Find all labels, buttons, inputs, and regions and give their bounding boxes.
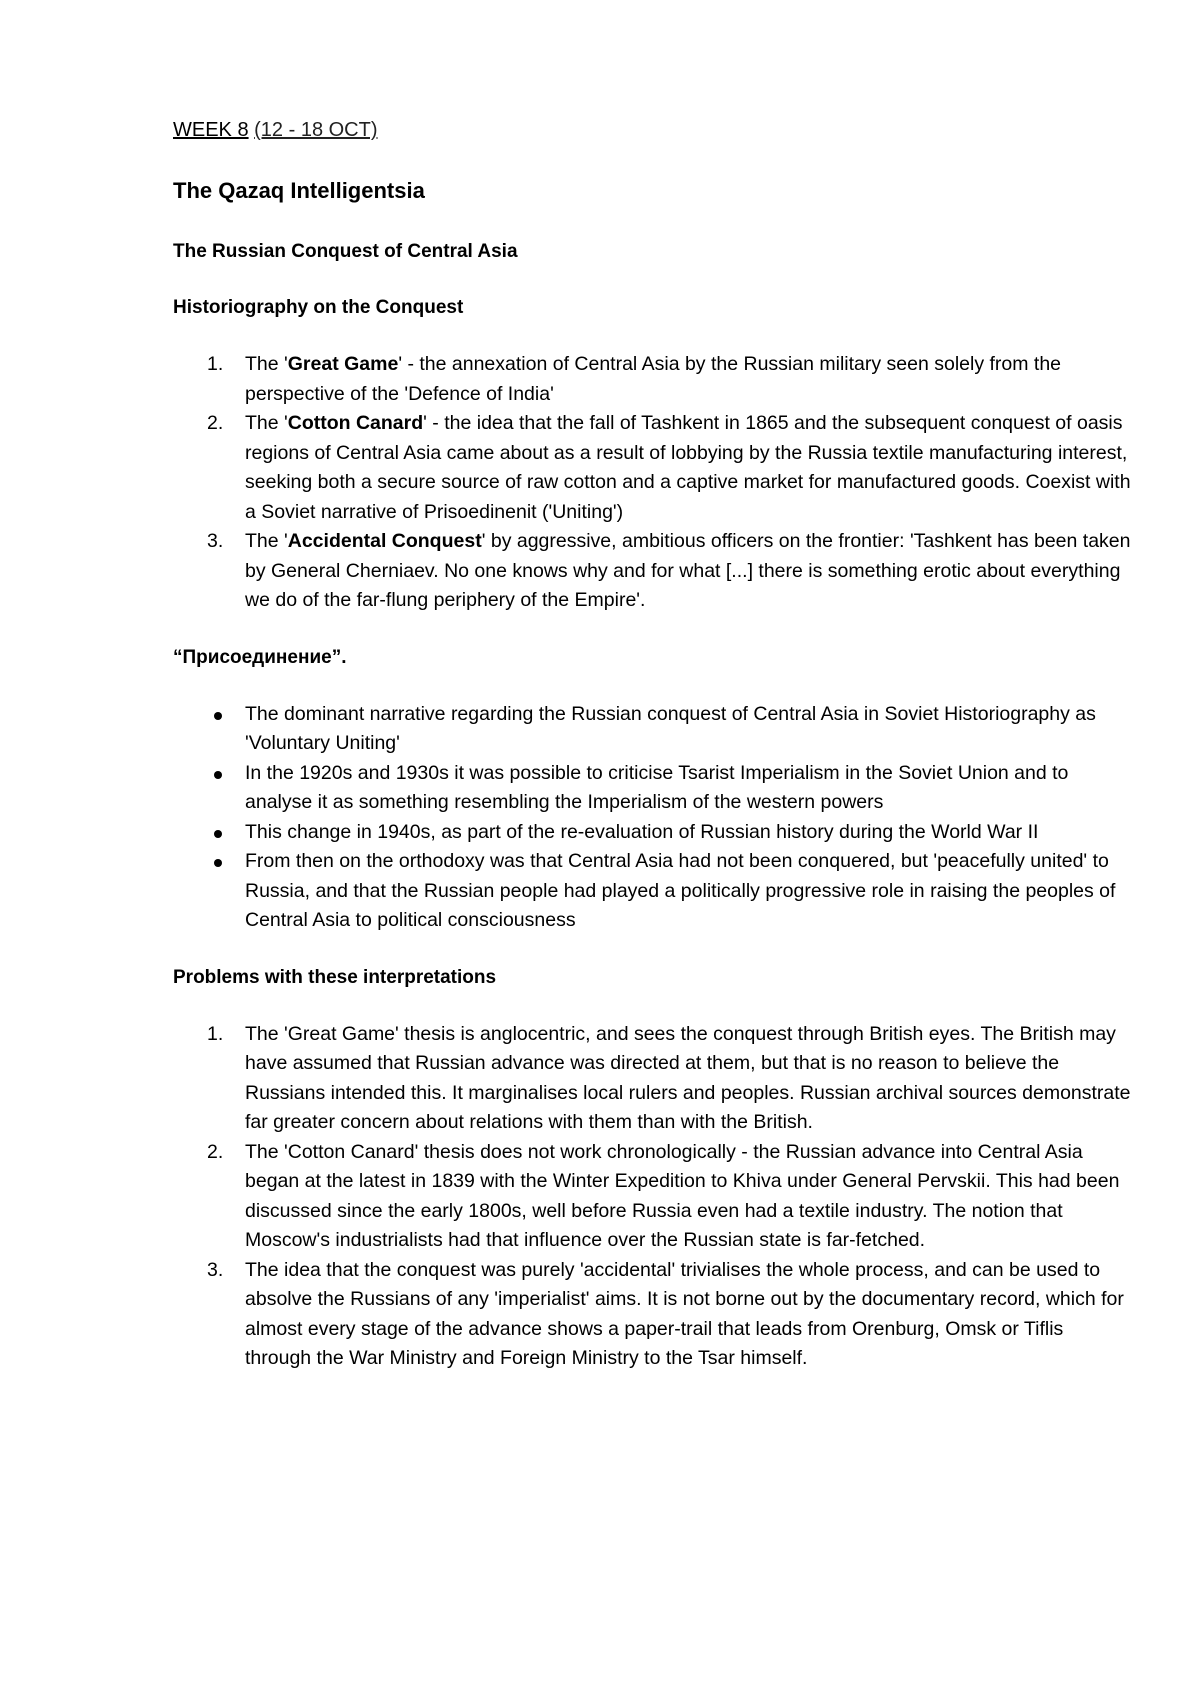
item-text: From then on the orthodoxy was that Central Asia had not been conquered, but 'peacefully united' to Russia, and that the Russian people had played a politically progressive role in raising the peoples of Central Asia to political consciousness	[245, 850, 1116, 931]
item-term: Cotton Canard	[287, 412, 424, 434]
section-heading: The Russian Conquest of Central Asia	[173, 241, 518, 262]
list-number: 2.	[207, 412, 224, 434]
item-text: This change in 1940s, as part of the re-evaluation of Russian history during the World War II	[245, 820, 1039, 843]
item-text: The idea that the conquest was purely 'accidental' trivialises the whole process, and can be used to absolve the Russians of any 'imperialist' aims. It is not borne out by the documentary record, which for almost every stage of the advance shows a paper-trail that leads from Orenburg, Omsk or Tiflis through the War Ministry and Foreign Ministry to the Tsar himself.	[245, 1258, 1124, 1369]
list-number: 3.	[207, 1258, 224, 1281]
item-text: The 'Great Game' thesis is anglocentric, and sees the conquest through British eyes. The British may have assumed that Russian advance was directed at them, but that is no reason to believe the Russians intended this. It marginalises local rulers and peoples. Russian archival sources demonstrate far greater concern about relations with them than with the British.	[245, 1022, 1131, 1133]
item-term: Accidental Conquest	[287, 530, 482, 552]
list-number: 1.	[207, 353, 224, 375]
list-item	[173, 1020, 1133, 1138]
item-text: ' by aggressive, ambitious officers on the frontier: 'Tashkent has been taken by General Cherniaev. No one knows why and for what [...] there is something erotic about everything we do of the far-flung periphery of the Empire'.	[245, 530, 1131, 611]
item-text: The 'Cotton Canard' thesis does not work chronologically - the Russian advance into Central Asia began at the latest in 1839 with the Winter Expedition to Khiva under General Pervskii. This had been discussed since the early 1800s, well before Russia even had a textile industry. The notion that Moscow's industrialists had that influence over the Russian state is far-fetched.	[245, 1140, 1120, 1251]
bullet-icon	[214, 712, 222, 720]
list-item	[173, 1138, 1133, 1256]
list-item	[173, 847, 1133, 936]
document-page	[173, 116, 1133, 1374]
list-item	[173, 409, 1133, 527]
list-number: 2.	[207, 1140, 224, 1163]
list-item	[173, 818, 1133, 848]
item-prefix: The '	[245, 530, 288, 552]
bullet-icon	[214, 859, 222, 867]
historiography-list	[173, 350, 1133, 616]
item-text: The dominant narrative regarding the Russian conquest of Central Asia in Soviet Historiography as 'Voluntary Uniting'	[245, 702, 1096, 754]
list-item	[173, 527, 1133, 616]
list-item	[173, 1256, 1133, 1374]
prisoedinenie-heading: “Присоединение”.	[173, 646, 347, 668]
item-text: ' - the annexation of Central Asia by the Russian military seen solely from the perspective of the 'Defence of India'	[245, 353, 1062, 405]
problems-heading: Problems with these interpretations	[173, 966, 497, 988]
week-label: WEEK 8	[173, 119, 249, 141]
item-prefix: The '	[245, 412, 288, 434]
document-title: The Qazaq Intelligentsia	[173, 178, 425, 203]
list-number: 3.	[207, 530, 224, 552]
list-number: 1.	[207, 1022, 224, 1045]
bullet-icon	[214, 830, 222, 838]
list-item	[173, 350, 1133, 409]
week-header	[173, 116, 1133, 144]
bullet-icon	[214, 771, 222, 779]
item-text: In the 1920s and 1930s it was possible to criticise Tsarist Imperialism in the Soviet Union and to analyse it as something resembling the Imperialism of the western powers	[245, 761, 1069, 813]
list-item	[173, 700, 1133, 759]
week-dates: (12 - 18 OCT)	[254, 119, 378, 141]
item-prefix: The '	[245, 353, 288, 375]
historiography-heading: Historiography on the Conquest	[173, 297, 464, 318]
problems-list	[173, 1020, 1133, 1374]
item-term: Great Game	[287, 353, 399, 375]
item-text: ' - the idea that the fall of Tashkent in 1865 and the subsequent conquest of oasis regions of Central Asia came about as a result of lobbying by the Russia textile manufacturing interest, seeking both a secure source of raw cotton and a captive market for manufactured goods. Coexist with a Soviet narrative of Prisoedinenit ('Uniting')	[245, 412, 1131, 523]
prisoedinenie-list	[173, 700, 1133, 936]
list-item	[173, 759, 1133, 818]
